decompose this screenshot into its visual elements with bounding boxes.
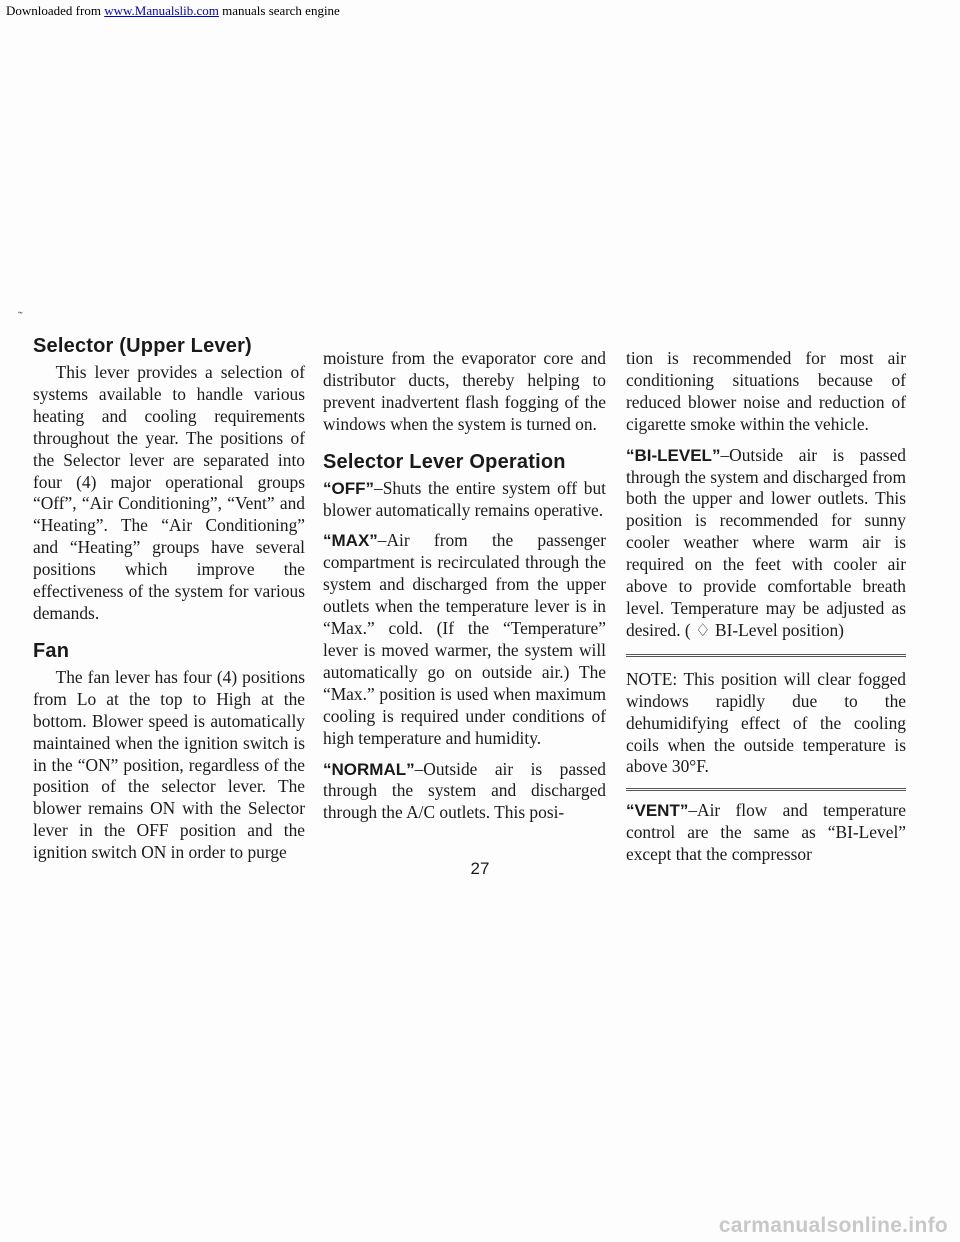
normal-paragraph — [323, 759, 606, 825]
bilevel-paragraph — [626, 445, 906, 642]
normal-continuation: tion is recommended for most air conditioning situations because of reduced blower noise and reduction of cigarette smoke within the vehicle. — [626, 348, 906, 434]
fan-description: The fan lever has four (4) positions from Lo at the top to High at the bottom. Blower speed is automatically maintained when the ignition switch is in the “ON” position, regardless of the position of the selector lever. The blower remains ON with the Selector lever in the OFF position and the ignition switch ON in order to purge — [33, 666, 305, 863]
note-box — [626, 654, 906, 792]
banner-prefix: Downloaded from — [6, 3, 105, 18]
page-number: 27 — [470, 859, 490, 878]
normal-text: –Outside air is passed through the system and discharged through the A/C outlets. This posi- — [323, 758, 606, 823]
banner-suffix: manuals search engine — [218, 3, 340, 18]
max-term: “MAX” — [323, 531, 378, 551]
off-paragraph — [323, 478, 606, 522]
column-2 — [323, 348, 606, 824]
max-text: –Air from the passenger compartment is recirculated through the system and discharged from the upper outlets when the temperature lever is in “Max.” cold. (If the “Temperature” lever is moved warmer, the system will automatically go on outside air.) The “Max.” position is used when maximum cooling is required under conditions of high temperature and humidity. — [323, 530, 606, 748]
off-text: –Shuts the entire system off but blower automatically remains operative. — [323, 477, 606, 520]
manualslib-link[interactable]: www.Manualslib.com — [104, 3, 219, 18]
vent-text: –Air flow and temperature control are the same as “BI-Level” except that the compressor — [626, 800, 906, 865]
fan-heading: Fan — [33, 639, 70, 662]
download-banner — [0, 0, 960, 22]
scan-mark: ˜ — [18, 310, 23, 325]
column-3 — [626, 348, 906, 866]
purge-continuation: moisture from the evaporator core and distributor ducts, thereby helping to prevent inadvertent flash fogging of the windows when the system is turned on. — [323, 348, 606, 434]
selector-upper-lever-heading: Selector (Upper Lever) — [33, 335, 252, 357]
max-paragraph — [323, 530, 606, 749]
vent-term: “VENT” — [626, 801, 689, 821]
bilevel-term: “BI-LEVEL” — [626, 445, 721, 465]
off-term: “OFF” — [323, 478, 374, 498]
vent-paragraph — [626, 800, 906, 866]
normal-term: “NORMAL” — [323, 759, 415, 779]
bilevel-text: –Outside air is passed through the system and discharged from both the upper and lower outlets. This position is recommended for sunny cooler weather where warm air is required on the feet with cooler air above to provide comfortable breath level. Temperature may be adjusted as desired. ( ♢ BI-Level position) — [626, 444, 906, 640]
watermark-logo: carmanualsonline.info — [718, 1214, 948, 1237]
selector-description: This lever provides a selection of systems available to handle various heating and cooling requirements throughout the year. The positions of the Selector lever are separated into four (4) major operational groups “Off”, “Air Conditioning”, “Vent” and “Heating”. The “Air Conditioning” and “Heating” groups have several positions which improve the effectiveness of the system for various demands. — [33, 362, 305, 623]
column-1 — [33, 334, 305, 864]
note-text: NOTE: This position will clear fogged windows rapidly due to the dehumidifying effect of the cooling coils when the outside temperature is above 30°F. — [626, 668, 906, 777]
selector-lever-operation-heading: Selector Lever Operation — [323, 450, 566, 473]
